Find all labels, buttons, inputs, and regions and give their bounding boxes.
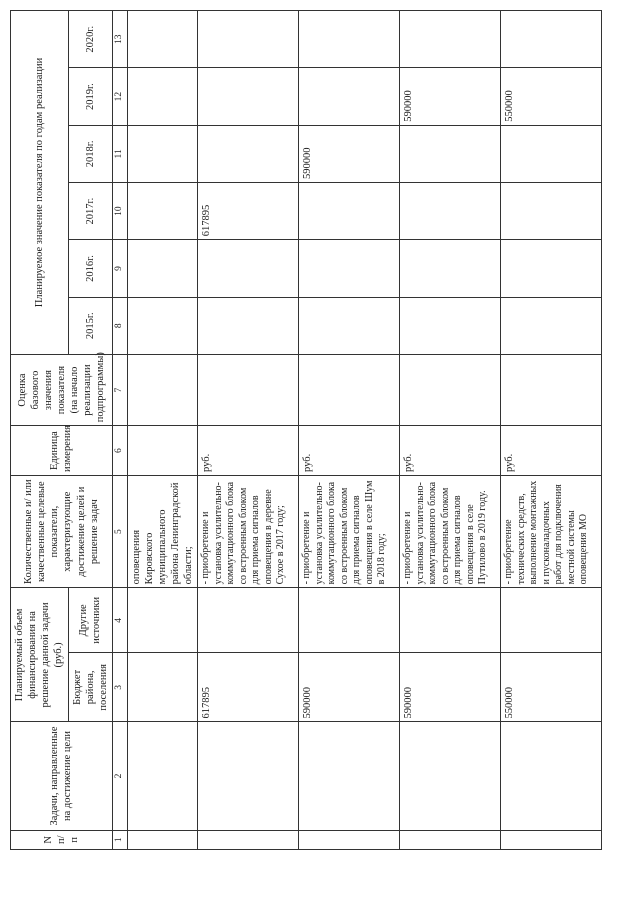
row-other (127, 588, 198, 653)
header-indicators: Количественные и/ или качественные целевые показатели, характеризующие достижение целей и решение задач (11, 475, 113, 587)
column-number: 9 (112, 240, 127, 297)
column-number: 5 (112, 475, 127, 587)
row-y2016 (127, 240, 198, 297)
header-planned-values: Планируемое значение показателя по годам реализации (11, 11, 69, 355)
header-year-2015: 2015г. (68, 297, 112, 354)
column-number: 11 (112, 125, 127, 182)
header-year-2020: 2020г. (68, 11, 112, 68)
row-y2019 (299, 68, 400, 125)
table-row (400, 11, 501, 850)
row-y2017 (501, 183, 602, 240)
row-unit: руб. (299, 426, 400, 476)
row-y2018 (127, 125, 198, 182)
row-y2019: 550000 (501, 68, 602, 125)
row-other (400, 588, 501, 653)
row-y2018 (198, 125, 299, 182)
row-num (299, 830, 400, 849)
column-number: 10 (112, 183, 127, 240)
row-task (501, 722, 602, 830)
row-budget: 617895 (198, 653, 299, 722)
table-row (299, 11, 400, 850)
table-row (501, 11, 602, 850)
header-task: Задачи, направленные на достижение цели (11, 722, 113, 830)
header-year-2018: 2018г. (68, 125, 112, 182)
row-unit: руб. (198, 426, 299, 476)
column-number: 6 (112, 426, 127, 476)
header-funding: Планируемый объем финансирования на решение данной задачи (руб.) (11, 588, 69, 722)
row-y2020 (400, 11, 501, 68)
table-row (198, 11, 299, 850)
column-number: 8 (112, 297, 127, 354)
header-year-2017: 2017г. (68, 183, 112, 240)
row-num (198, 830, 299, 849)
row-task (198, 722, 299, 830)
row-unit: руб. (501, 426, 602, 476)
row-y2016 (198, 240, 299, 297)
column-number: 4 (112, 588, 127, 653)
row-unit (127, 426, 198, 476)
row-y2019 (127, 68, 198, 125)
row-base (501, 354, 602, 425)
row-y2019: 590000 (400, 68, 501, 125)
column-numbers-row (112, 11, 127, 850)
header-num: N п/п (11, 830, 113, 849)
row-indicator: - приобретение технических средств, выполнение монтажных и пусконаладочных работ для подключения местной системы оповещения МО (501, 475, 602, 587)
row-budget (127, 653, 198, 722)
row-y2015 (400, 297, 501, 354)
row-other (198, 588, 299, 653)
row-budget: 550000 (501, 653, 602, 722)
row-num (501, 830, 602, 849)
row-base (400, 354, 501, 425)
header-budget: Бюджет района, поселения (68, 653, 112, 722)
row-other (501, 588, 602, 653)
table-row (127, 11, 198, 850)
row-task (400, 722, 501, 830)
row-y2017: 617895 (198, 183, 299, 240)
row-y2020 (299, 11, 400, 68)
indicators-table (10, 10, 602, 850)
row-y2015 (501, 297, 602, 354)
column-number: 7 (112, 354, 127, 425)
header-year-2016: 2016г. (68, 240, 112, 297)
row-y2015 (127, 297, 198, 354)
row-y2015 (198, 297, 299, 354)
row-y2016 (400, 240, 501, 297)
row-task (127, 722, 198, 830)
row-base (127, 354, 198, 425)
row-y2018 (501, 125, 602, 182)
row-indicator: - приобретение и установка усилительно-коммутационного блока со встроенным блоком для приема сигналов оповещения в селе Шум в 2018 году; (299, 475, 400, 587)
row-indicator: - приобретение и установка усилительно-коммутационного блока со встроенным блоком для приема сигналов оповещения в селе Путилово в 2019 году. (400, 475, 501, 587)
row-y2017 (299, 183, 400, 240)
column-number: 2 (112, 722, 127, 830)
row-y2020 (198, 11, 299, 68)
header-year-2019: 2019г. (68, 68, 112, 125)
row-num (400, 830, 501, 849)
row-y2016 (501, 240, 602, 297)
row-y2017 (400, 183, 501, 240)
row-y2020 (501, 11, 602, 68)
row-base (198, 354, 299, 425)
row-y2020 (127, 11, 198, 68)
row-y2019 (198, 68, 299, 125)
row-other (299, 588, 400, 653)
row-indicator: оповещения Кировского муниципального района Ленинградской области; (127, 475, 198, 587)
rotated-sheet (10, 10, 602, 850)
column-number: 1 (112, 830, 127, 849)
table-container (10, 10, 602, 850)
column-number: 3 (112, 653, 127, 722)
row-task (299, 722, 400, 830)
row-y2016 (299, 240, 400, 297)
header-other-sources: Другие источники (68, 588, 112, 653)
row-y2015 (299, 297, 400, 354)
row-num (127, 830, 198, 849)
column-number: 13 (112, 11, 127, 68)
row-y2018: 590000 (299, 125, 400, 182)
column-number: 12 (112, 68, 127, 125)
row-budget: 590000 (400, 653, 501, 722)
row-base (299, 354, 400, 425)
row-y2018 (400, 125, 501, 182)
row-indicator: - приобретение и установка усилительно-коммутационного блока со встроенным блоком для приема сигналов оповещения в деревне Сухое в 2017 году; (198, 475, 299, 587)
row-unit: руб. (400, 426, 501, 476)
header-base-value: Оценка базового значения показателя (на начало реализации подпрограммы) (11, 354, 113, 425)
row-budget: 590000 (299, 653, 400, 722)
row-y2017 (127, 183, 198, 240)
header-unit: Единица измерения (11, 426, 113, 476)
